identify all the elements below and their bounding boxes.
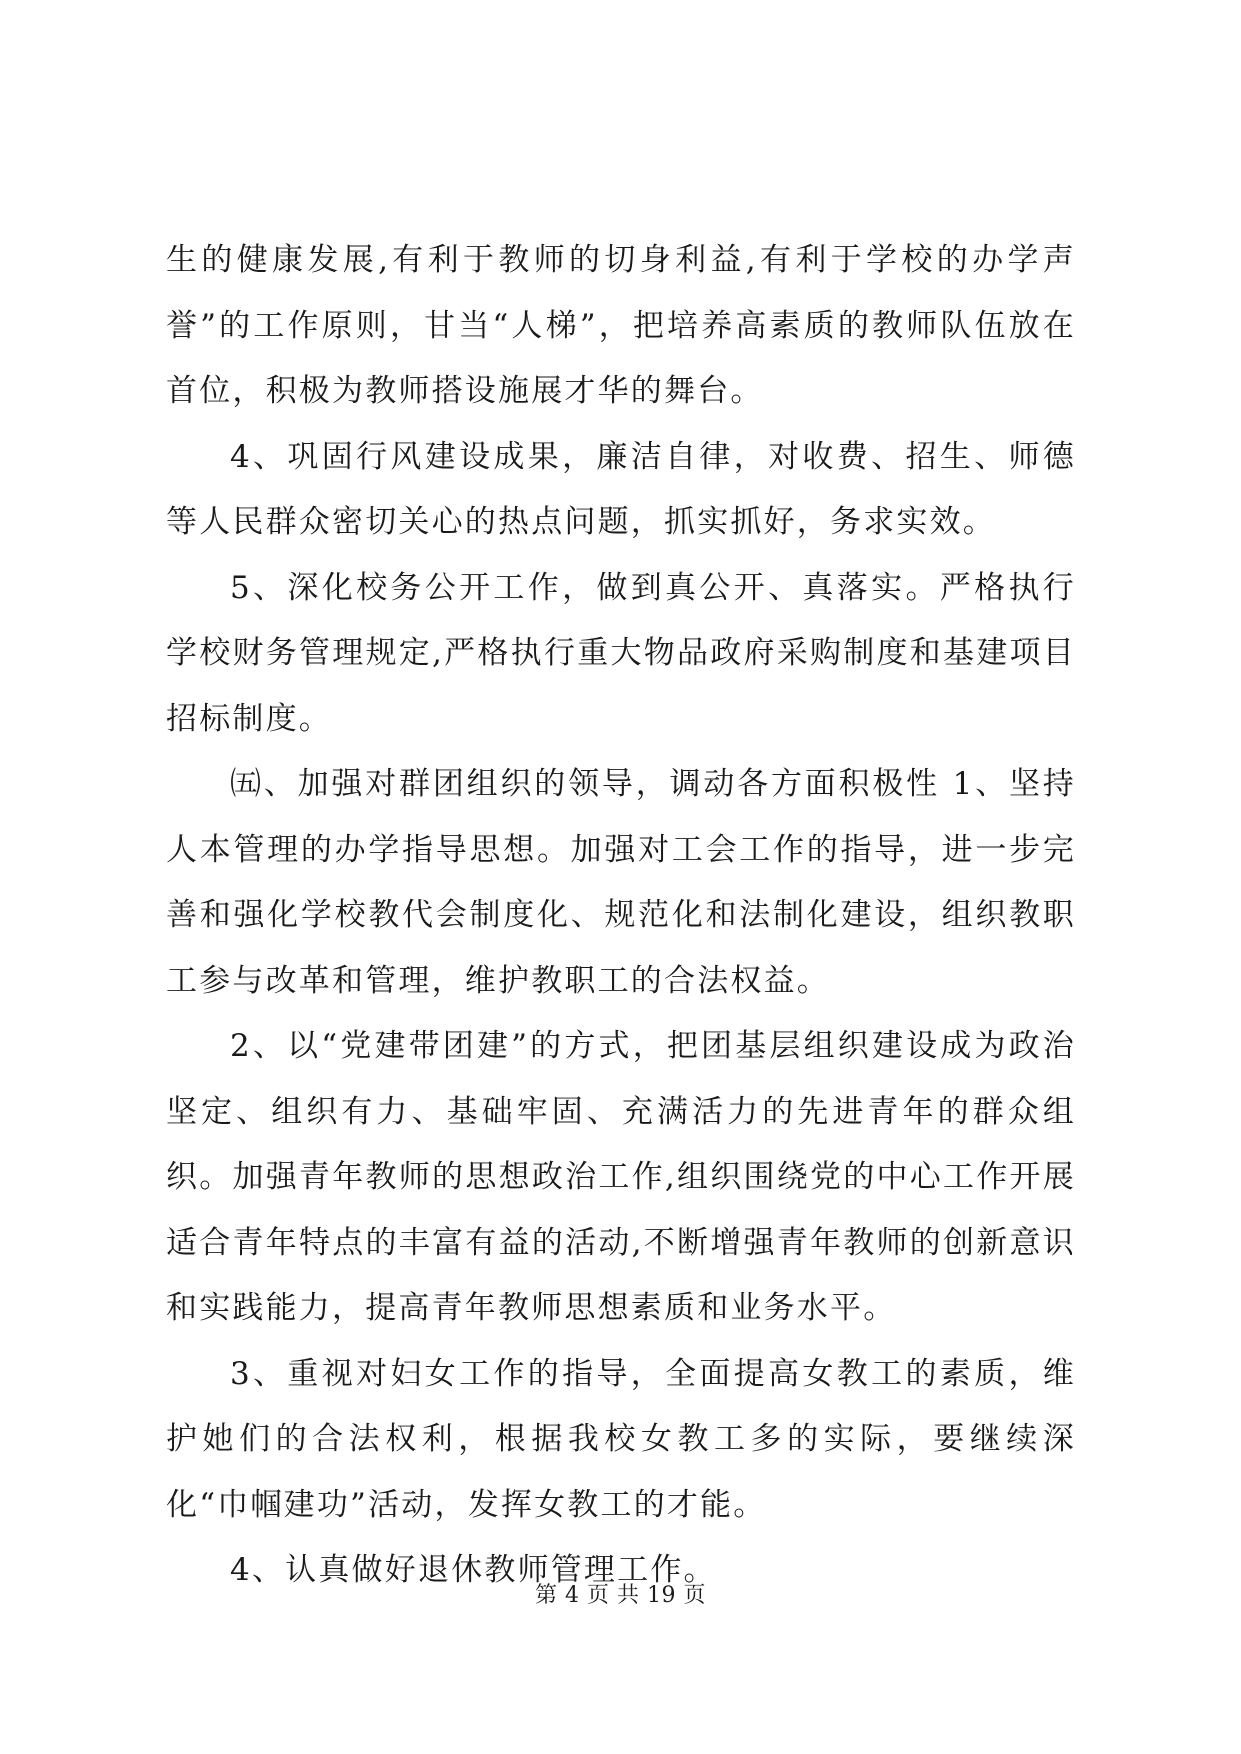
body-text bbox=[166, 228, 1076, 1604]
paragraph-item-5-transparency: 5、深化校务公开工作，做到真公开、真落实。严格执行学校财务管理规定,严格执行重大物品政府采购制度和基建项目招标制度。 bbox=[166, 569, 1076, 737]
paragraph-item-3-women-work: 3、重视对妇女工作的指导，全面提高女教工的素质，维护她们的合法权利，根据我校女教工多的实际，要继续深化“巾帼建功”活动，发挥女教工的才能。 bbox=[166, 1355, 1076, 1523]
paragraph-continuation: 生的健康发展,有利于教师的切身利益,有利于学校的办学声誉”的工作原则，甘当“人梯”，把培养高素质的教师队伍放在首位，积极为教师搭设施展才华的舞台。 bbox=[166, 242, 1076, 409]
paragraph-item-4-conduct: 4、巩固行风建设成果，廉洁自律，对收费、招生、师德等人民群众密切关心的热点问题，抓实抓好，务求实效。 bbox=[166, 438, 1076, 540]
paragraph-item-4-retirees: 4、认真做好退休教师管理工作。 bbox=[230, 1552, 717, 1588]
paragraph-item-2-youth-league: 2、以“党建带团建”的方式，把团基层组织建设成为政治坚定、组织有力、基础牢固、充满活力的先进青年的群众组织。加强青年教师的思想政治工作,组织围绕党的中心工作开展适合青年特点的丰富有益的活动,不断增强青年教师的创新意识和实践能力，提高青年教师思想素质和业务水平。 bbox=[166, 1028, 1076, 1326]
paragraph-section-5-mass-organizations: ㈤、加强对群团组织的领导，调动各方面积极性 1、坚持人本管理的办学指导思想。加强对工会工作的指导，进一步完善和强化学校教代会制度化、规范化和法制化建设，组织教职工参与改革和管理，维护教职工的合法权益。 bbox=[166, 766, 1076, 999]
page-number-footer: 第 4 页 共 19 页 bbox=[535, 1583, 706, 1608]
